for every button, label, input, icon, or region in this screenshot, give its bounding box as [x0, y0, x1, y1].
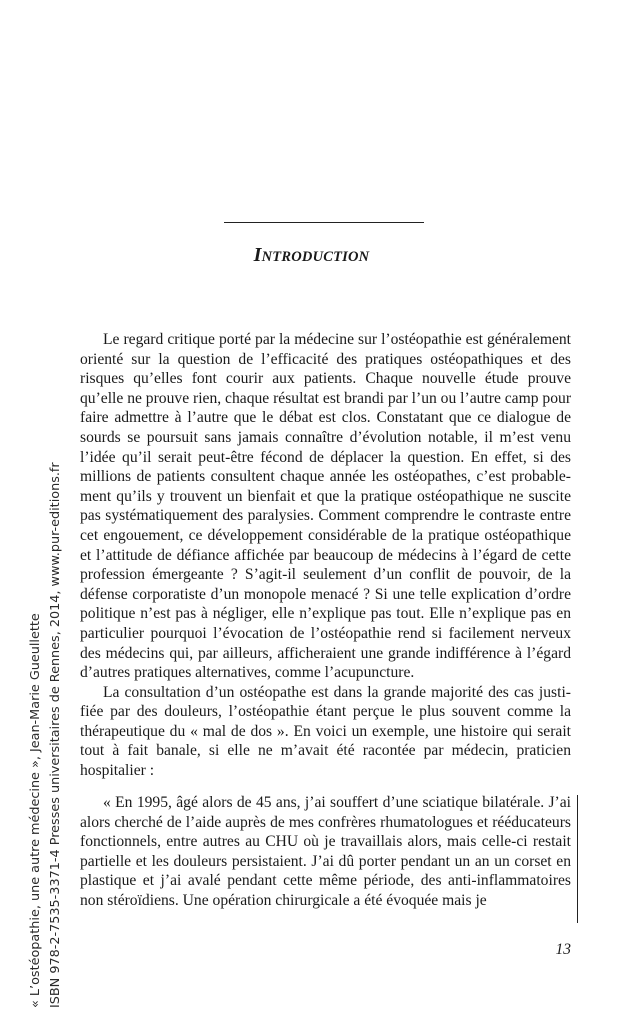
chapter-title [0, 244, 623, 267]
paragraph-1: Le regard critique porté par la médecine sur l’ostéopathie est généralement orienté sur la question de l’efficacité des pratiques ostéopathiques et des risques qu’elles font courir aux patients. Chaque nouvelle étude prouve qu’elle ne prouve rien, chaque résultat est brandi par l’un ou l’autre camp pour faire admettre à l’autre que le débat est clos. Constatant que ce dialogue de sourds se poursuit sans jamais connaître d’évolution notable, il m’est venu l’idée qu’il serait peut-être fécond de déplacer la question. En effet, si des millions de patients consultent chaque année les ostéopathes, c’est probablement qu’ils y trouvent un bienfait et que la pratique ostéopathique ne suscite pas systématiquement des paralysies. Comment comprendre le contraste entre cet engouement, ce développement considérable de la pratique ostéopathique et l’attitude de défiance affichée par beaucoup de médecins à l’égard de cette profession émergeante ? S’agit-il seulement d’un conflit de pouvoir, de la défense corporatiste d’un monopole menacé ? Si une telle explication d’ordre politique n’est pas à négliger, elle n’explique pas tout. Elle n’explique pas en particulier pourquoi l’évocation de l’ostéopathie rend si facilement nerveux des médecins qui, par ailleurs, afficheraient une grande indifférence à l’égard d’autres pratiques alternatives, comme l’acupuncture. [80, 331, 572, 682]
chapter-top-rule [224, 222, 424, 223]
page-number: 13 [555, 941, 571, 958]
side-note-title-line: « L’ostéopathie, une autre médecine », Jean-Marie Gueullette [28, 613, 43, 1008]
chapter-title-rest: NTRODUCTION [261, 249, 370, 265]
quote-text: « En 1995, âgé alors de 45 ans, j’ai souffert d’une sciatique bilatérale. J’ai alors cherché de l’aide auprès de mes confrères rhumatologues et rééducateurs fonctionnels, entre autres au CHU où je travaillais alors, mais celle-ci restait partielle et les douleurs persistaient. J’ai dû porter pendant un an un corset en plastique et j’ai avalé pendant cette même période, des anti-inflammatoires non stéroïdiens. Une opération chirurgicale a été évoquée mais je [80, 794, 571, 909]
chapter-title-initial: I [253, 244, 262, 266]
quote-margin-bar [577, 795, 578, 923]
side-copyright-note [26, 160, 72, 1008]
paragraph-2: La consultation d’un ostéopathe est dans la grande majorité des cas justifiée par des douleurs, l’ostéopathie étant perçue le plus souvent comme la thérapeutique du « mal de dos ». En voici un exemple, une histoire qui serait tout à fait banale, si elle ne m’avait été racontée par médecin, praticien hospitalier : [80, 683, 571, 780]
side-note-isbn-line: ISBN 978-2-7535-3371-4 Presses universitaires de Rennes, 2014, www.pur-editions.fr [48, 462, 63, 1008]
block-quote [80, 793, 571, 911]
body-text [80, 330, 571, 781]
